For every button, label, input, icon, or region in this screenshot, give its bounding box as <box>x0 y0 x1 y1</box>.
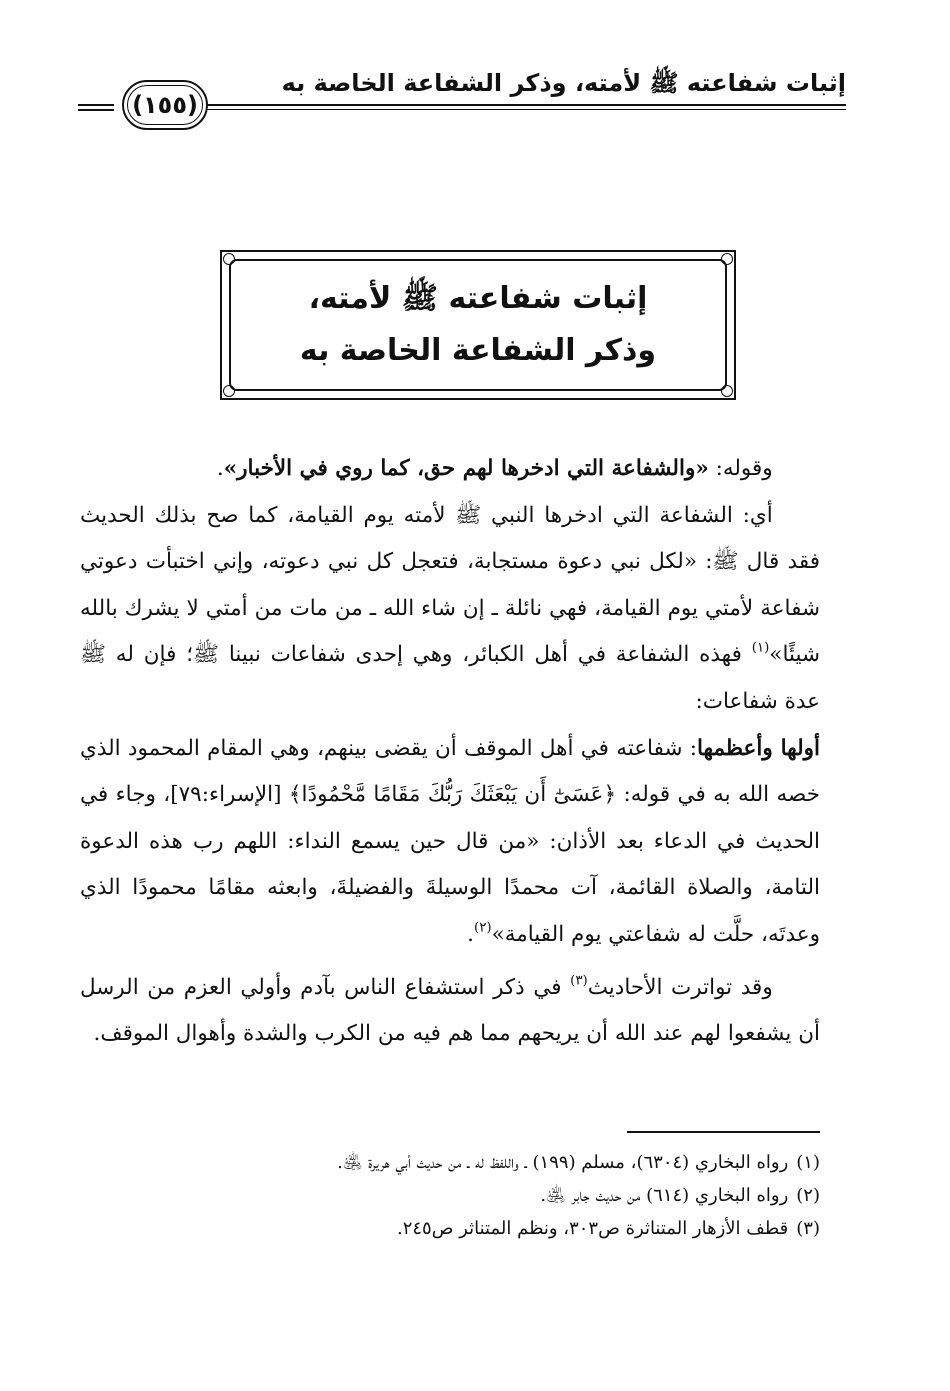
paragraph-3-text: : شفاعته في أهل الموقف أن يقضى بينهم، وهي المقام المحمود الذي خصه الله به في قوله: ﴿عَسَىٰٓ أَن يَبْعَثَكَ رَبُّكَ مَقَامًا مَّحْمُودًا﴾ [الإسراء:٧٩]، وجاء في الحديث في الدعاء بعد الأذان: «من قال حين يسمع النداء: اللهم رب هذه الدعوة التامة، والصلاة القائمة، آت محمدًا الوسيلةَ والفضيلةَ، وابعثه مقامًا محمودًا الذي وعدتَه، حلَّت له شفاعتي يوم القيامة» <box>80 735 820 947</box>
paragraph-2 <box>80 493 820 726</box>
paragraph-4-text-cont: في ذكر استشفاع الناس بآدم وأولي العزم من الرسل أن يشفعوا لهم عند الله أن يريحهم مما هم فيه من الكرب والشدة وأهوال الموقف. <box>80 974 820 1047</box>
running-header <box>78 62 846 132</box>
header-side-dash <box>78 109 114 111</box>
footnote-separator <box>627 1131 820 1133</box>
footnote-1 <box>80 1146 820 1179</box>
paragraph-1 <box>80 446 820 493</box>
paragraph-4 <box>80 965 820 1058</box>
footnote-3 <box>80 1212 820 1245</box>
running-header-title: إثبات شفاعته ﷺ لأمته، وذكر الشفاعة الخاصة به <box>281 69 846 97</box>
paragraph-2-text: أي: الشفاعة التي ادخرها النبي ﷺ لأمته يوم القيامة، كما صح بذلك الحديث فقد قال ﷺ: «لكل نبي دعوة مستجابة، فتعجل كل نبي دعوته، وإني اختبأت دعوتي شفاعة لأمتي يوم القيامة، فهي نائلة ـ إن شاء الله ـ من مات من أمتي لا يشرك بالله شيئًا» <box>80 502 820 668</box>
sentence-end: . <box>216 456 224 481</box>
header-side-dash <box>78 104 114 106</box>
footnote-number: (٣) <box>796 1218 820 1239</box>
footnote-number: (٢) <box>796 1185 820 1206</box>
footnote-2 <box>80 1179 820 1212</box>
paragraph-3-lead: أولها وأعظمها <box>697 735 820 761</box>
footnotes <box>80 1146 820 1245</box>
footnote-ref-3[interactable]: (٣) <box>570 973 588 989</box>
header-rule <box>198 104 846 106</box>
paragraph-4-text: وقد تواترت الأحاديث <box>587 974 773 1000</box>
chapter-title-line-2: وذكر الشفاعة الخاصة به <box>299 333 657 368</box>
body-text <box>80 446 820 1058</box>
chapter-title-frame <box>229 259 727 391</box>
header-rule-thin <box>198 109 846 110</box>
footnote-text: قطف الأزهار المتناثرة ص٣٠٣، ونظم المتناثر ص٢٤٥. <box>396 1218 789 1239</box>
page-number-frame <box>122 80 208 130</box>
paragraph-3 <box>80 726 820 959</box>
chapter-title-line-1: إثبات شفاعته ﷺ لأمته، <box>308 281 648 316</box>
footnote-ref-1[interactable]: (١) <box>751 641 770 657</box>
footnote-text: رواه البخاري (٦٣٠٤)، مسلم (١٩٩) ـ واللفظ له ـ من حديث أبي هريرة ﵁. <box>337 1152 789 1173</box>
footnote-text: رواه البخاري (٦١٤) من حديث جابر ﵁. <box>540 1185 789 1206</box>
footnote-number: (١) <box>796 1152 820 1173</box>
quoted-statement: «والشفاعة التي ادخرها لهم حق، كما روي في الأخبار» <box>223 456 709 481</box>
footnote-ref-2[interactable]: (٢) <box>473 920 492 936</box>
paragraph-2-text-cont: فهذه الشفاعة في أهل الكبائر، وهي إحدى شفاعات نبينا ﷺ؛ فإن له ﷺ عدة شفاعات: <box>80 642 820 714</box>
quote-lead: وقوله: <box>708 456 773 481</box>
chapter-title-box <box>220 250 736 400</box>
page-number: (١٥٥) <box>132 91 198 119</box>
sentence-end: . <box>467 921 474 947</box>
